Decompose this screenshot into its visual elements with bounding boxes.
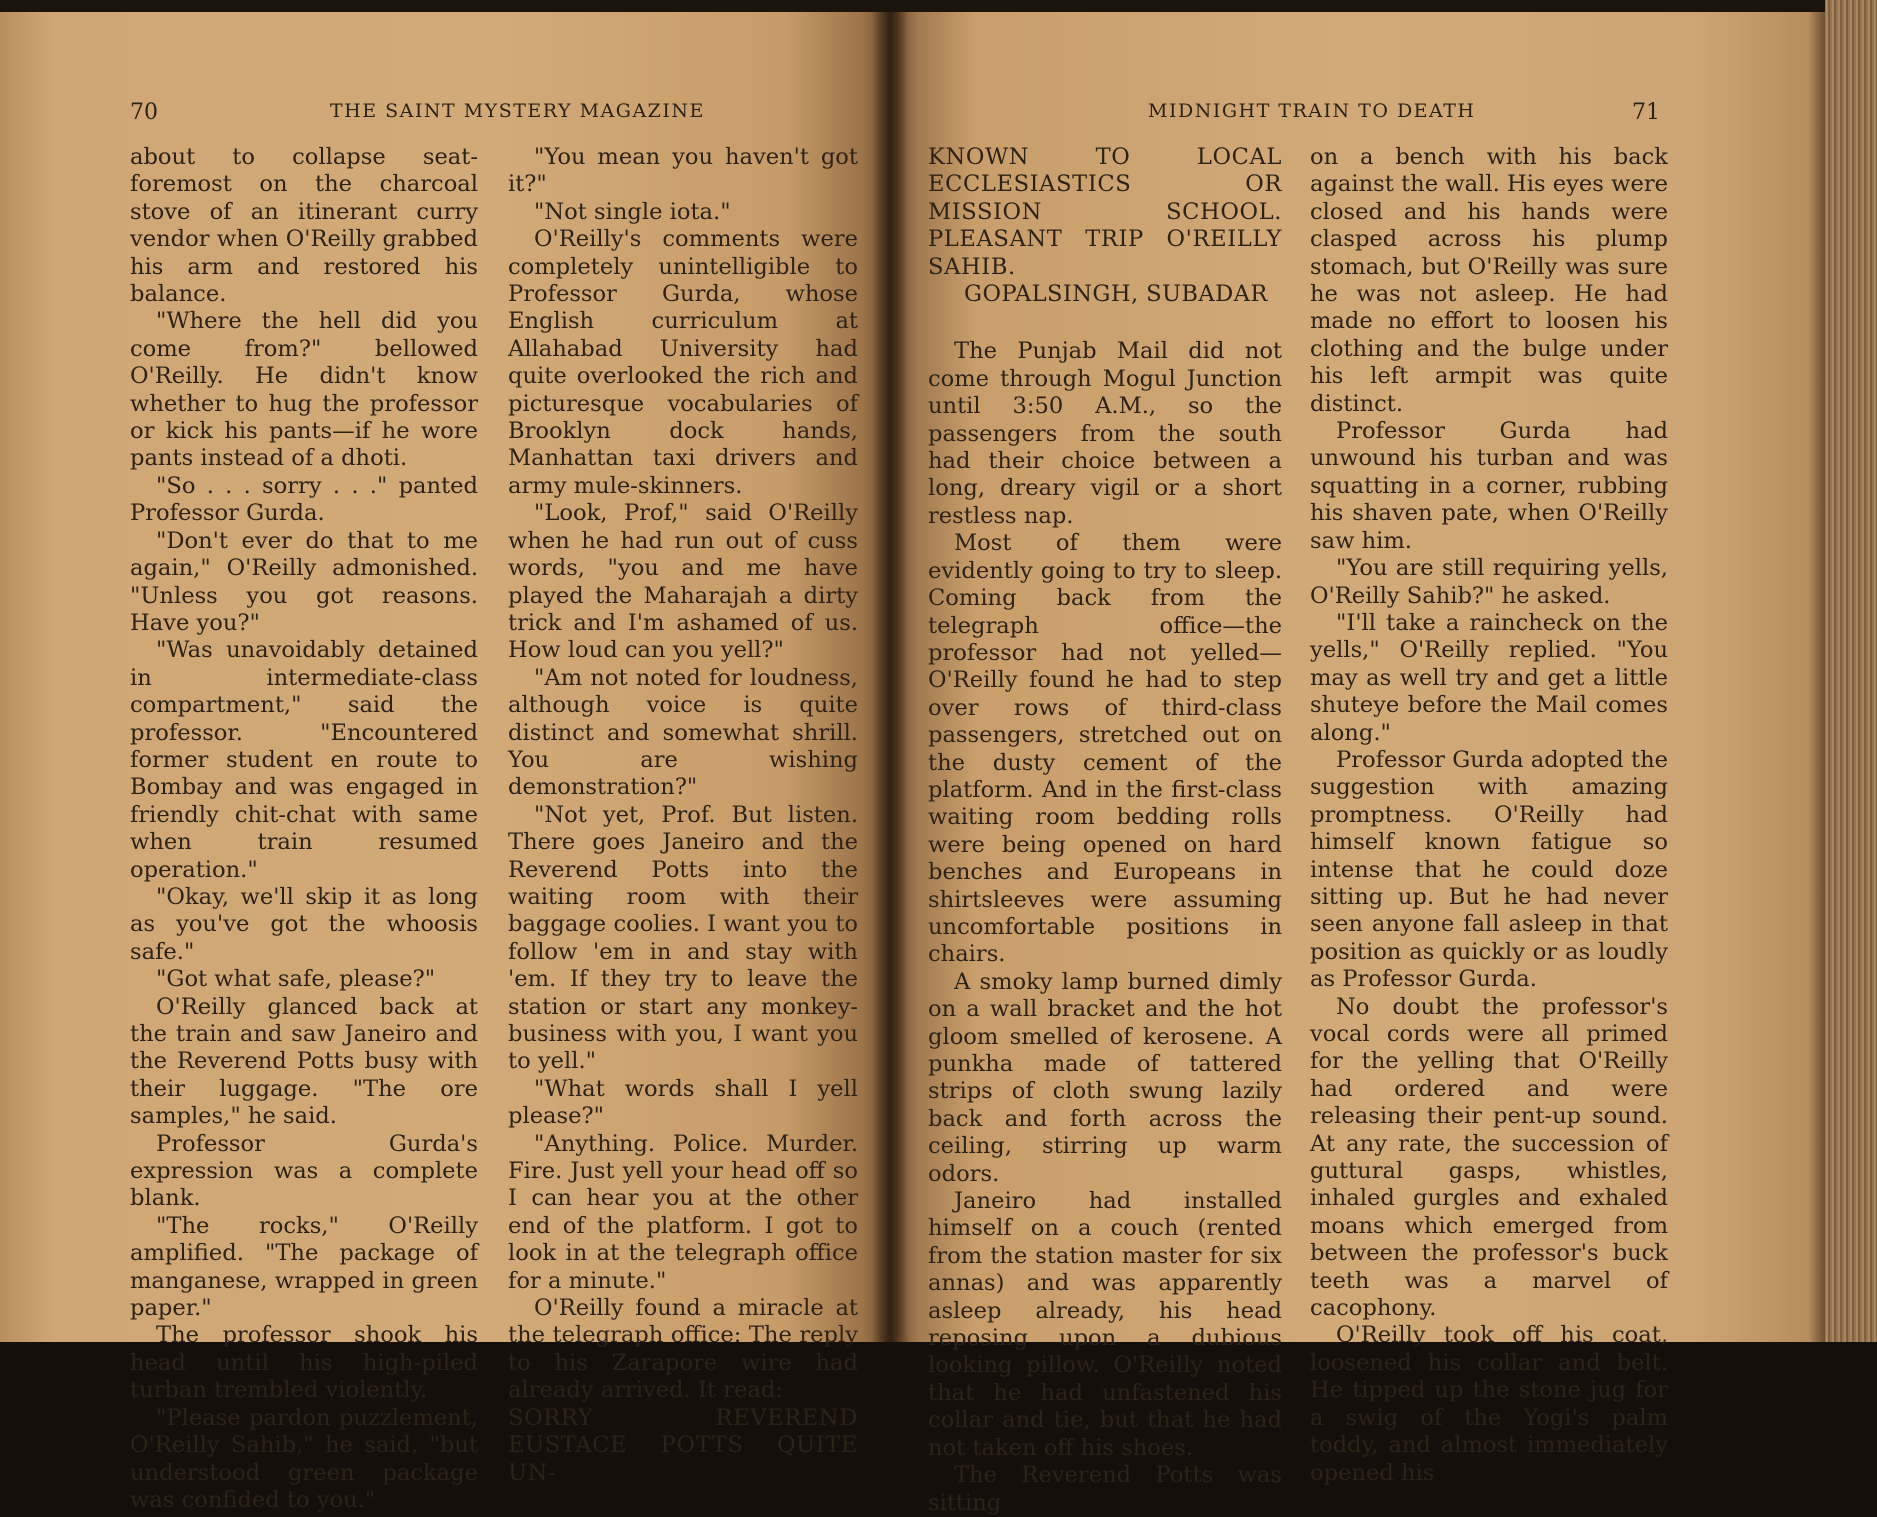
- paragraph: No doubt the professor's vocal cords were all primed for the yelling that O'Reilly had ordered and were releasing their pent-up sound. At any rate, the succession of guttural gasps, whistles, inhaled gurgles and exhaled moans which emerged from between the professor's buck teeth was a marvel of cacophony.: [1310, 993, 1668, 1322]
- paragraph: "Not single iota.": [534, 198, 731, 225]
- paragraph: "Am not noted for loudness, although voice is quite distinct and somewhat shrill. You are wishing demonstration?": [508, 664, 858, 801]
- paragraph: "The rocks," O'Reilly amplified. "The package of manganese, wrapped in green paper.": [130, 1212, 478, 1322]
- running-head-right: MIDNIGHT TRAIN TO DEATH: [1148, 100, 1476, 122]
- paragraph: on a bench with his back against the wall. His eyes were closed and his hands were clasped across his plump stomach, but O'Reilly was sure he was not asleep. He had made no effort to loosen his clothing and the bulge under his left armpit was quite distinct.: [1310, 144, 1668, 417]
- paragraph: Most of them were evidently going to try to sleep. Coming back from the telegraph office—the professor had not yelled—O'Reilly found he had to step over rows of third-class passengers, stretched out on the dusty cement of the platform. And in the first-class waiting room bedding rolls were being opened on hard benches and Europeans in shirtsleeves were assuming uncomfortable positions in chairs.: [928, 530, 1282, 968]
- paragraph: Professor Gurda's expression was a complete blank.: [130, 1130, 478, 1212]
- left-column-1: [130, 144, 478, 1514]
- telegram-signature: GOPALSINGH, SUBADAR: [964, 281, 1268, 308]
- paragraph: O'Reilly's comments were completely unintelligible to Professor Gurda, whose English curriculum at Allahabad University had quite overlooked the rich and picturesque vocabularies of Brooklyn dock hands, Manhattan taxi drivers and army mule-skinners.: [508, 226, 858, 499]
- left-page: [0, 12, 890, 1513]
- paragraph: The professor shook his head until his high-piled turban trembled violently.: [130, 1322, 478, 1404]
- paragraph: "Anything. Police. Murder. Fire. Just yell your head off so I can hear you at the other end of the platform. I got to look in at the telegraph office for a minute.": [508, 1130, 858, 1294]
- right-column-2: [1310, 144, 1668, 1487]
- paragraph: about to collapse seat-foremost on the charcoal stove of an itinerant curry vendor when O'Reilly grabbed his arm and restored his balance.: [130, 144, 478, 308]
- page-number-left: 70: [130, 100, 158, 125]
- paragraph: Janeiro had installed himself on a couch (rented from the station master for six annas) and was apparently asleep already, his head reposing upon a dubious looking pillow. O'Reilly noted that he had unfastened his collar and tie, but that he had not taken off his shoes.: [928, 1188, 1282, 1461]
- paragraph: Professor Gurda adopted the suggestion with amazing promptness. O'Reilly had himself known fatigue so intense that he could doze sitting up. But he had never seen anyone fall asleep in that position as quickly or as loudly as Professor Gurda.: [1310, 746, 1668, 993]
- paragraph: "So . . . sorry . . ." panted Professor Gurda.: [130, 472, 478, 527]
- paragraph: "Got what safe, please?": [156, 966, 436, 993]
- paragraph: "Look, Prof," said O'Reilly when he had run out of cuss words, "you and me have played the Maharajah a dirty trick and I'm ashamed of us. How loud can you yell?": [508, 500, 858, 664]
- paragraph: "Don't ever do that to me again," O'Reilly admonished. "Unless you got reasons. Have you?": [130, 527, 478, 636]
- book-page-edges: [1825, 0, 1877, 1342]
- paragraph: "You mean you haven't got it?": [508, 144, 858, 198]
- telegram-text: KNOWN TO LOCAL ECCLESIASTICS OR MISSION SCHOOL. PLEASANT TRIP O'REILLY SAHIB.: [928, 144, 1282, 280]
- right-page: [890, 12, 1825, 1516]
- running-head-left: THE SAINT MYSTERY MAGAZINE: [330, 100, 705, 122]
- page-number-right: 71: [1632, 100, 1660, 125]
- paragraph: "You are still requiring yells, O'Reilly Sahib?" he asked.: [1310, 555, 1668, 609]
- paragraph: O'Reilly glanced back at the train and saw Janeiro and the Reverend Potts busy with their luggage. "The ore samples," he said.: [130, 993, 478, 1130]
- paragraph: "What words shall I yell please?": [508, 1075, 858, 1130]
- paragraph: A smoky lamp burned dimly on a wall bracket and the hot gloom smelled of kerosene. A punkha made of tattered strips of cloth swung lazily back and forth across the ceiling, stirring up warm odors.: [928, 968, 1282, 1187]
- paragraph: O'Reilly found a miracle at the telegraph office: The reply to his Zarapore wire had already arrived. It read:: [508, 1295, 858, 1404]
- paragraph: Professor Gurda had unwound his turban and was squatting in a corner, rubbing his shaven pate, when O'Reilly saw him.: [1310, 418, 1668, 554]
- paragraph: "Not yet, Prof. But listen. There goes Janeiro and the Reverend Potts into the waiting room with their baggage coolies. I want you to follow 'em in and stay with 'em. If they try to leave the station or start any monkey-business with you, I want you to yell.": [508, 801, 858, 1075]
- paragraph: "Okay, we'll skip it as long as you've got the whoosis safe.": [130, 883, 478, 965]
- left-column-2: [508, 144, 858, 1487]
- paragraph: The Reverend Potts was sitting: [928, 1462, 1282, 1516]
- paragraph: O'Reilly took off his coat, loosened his collar and belt. He tipped up the stone jug for a swig of the Yogi's palm toddy, and almost immediately opened his: [1310, 1322, 1668, 1486]
- right-column-1: [928, 144, 1282, 1517]
- paragraph: "I'll take a raincheck on the yells," O'Reilly replied. "You may as well try and get a little shuteye before the Mail comes along.": [1310, 609, 1668, 746]
- paragraph: "Was unavoidably detained in intermediate-class compartment," said the professor. "Encountered former student en route to Bombay and was engaged in friendly chit-chat with same when train resumed operation.": [130, 637, 478, 883]
- paragraph: "Where the hell did you come from?" bellowed O'Reilly. He didn't know whether to hug the professor or kick his pants—if he wore pants instead of a dhoti.: [130, 308, 478, 472]
- paragraph: "Please pardon puzzlement, O'Reilly Sahib," he said, "but understood green package was confided to you.": [130, 1404, 478, 1513]
- telegram-text: SORRY REVEREND EUSTACE POTTS QUITE UN-: [508, 1404, 858, 1486]
- page-edge-shadow: [1808, 12, 1826, 1342]
- paragraph: The Punjab Mail did not come through Mogul Junction until 3:50 A.M., so the passengers from the south had their choice between a long, dreary vigil or a short restless nap.: [928, 338, 1282, 529]
- book-gutter: [872, 12, 908, 1342]
